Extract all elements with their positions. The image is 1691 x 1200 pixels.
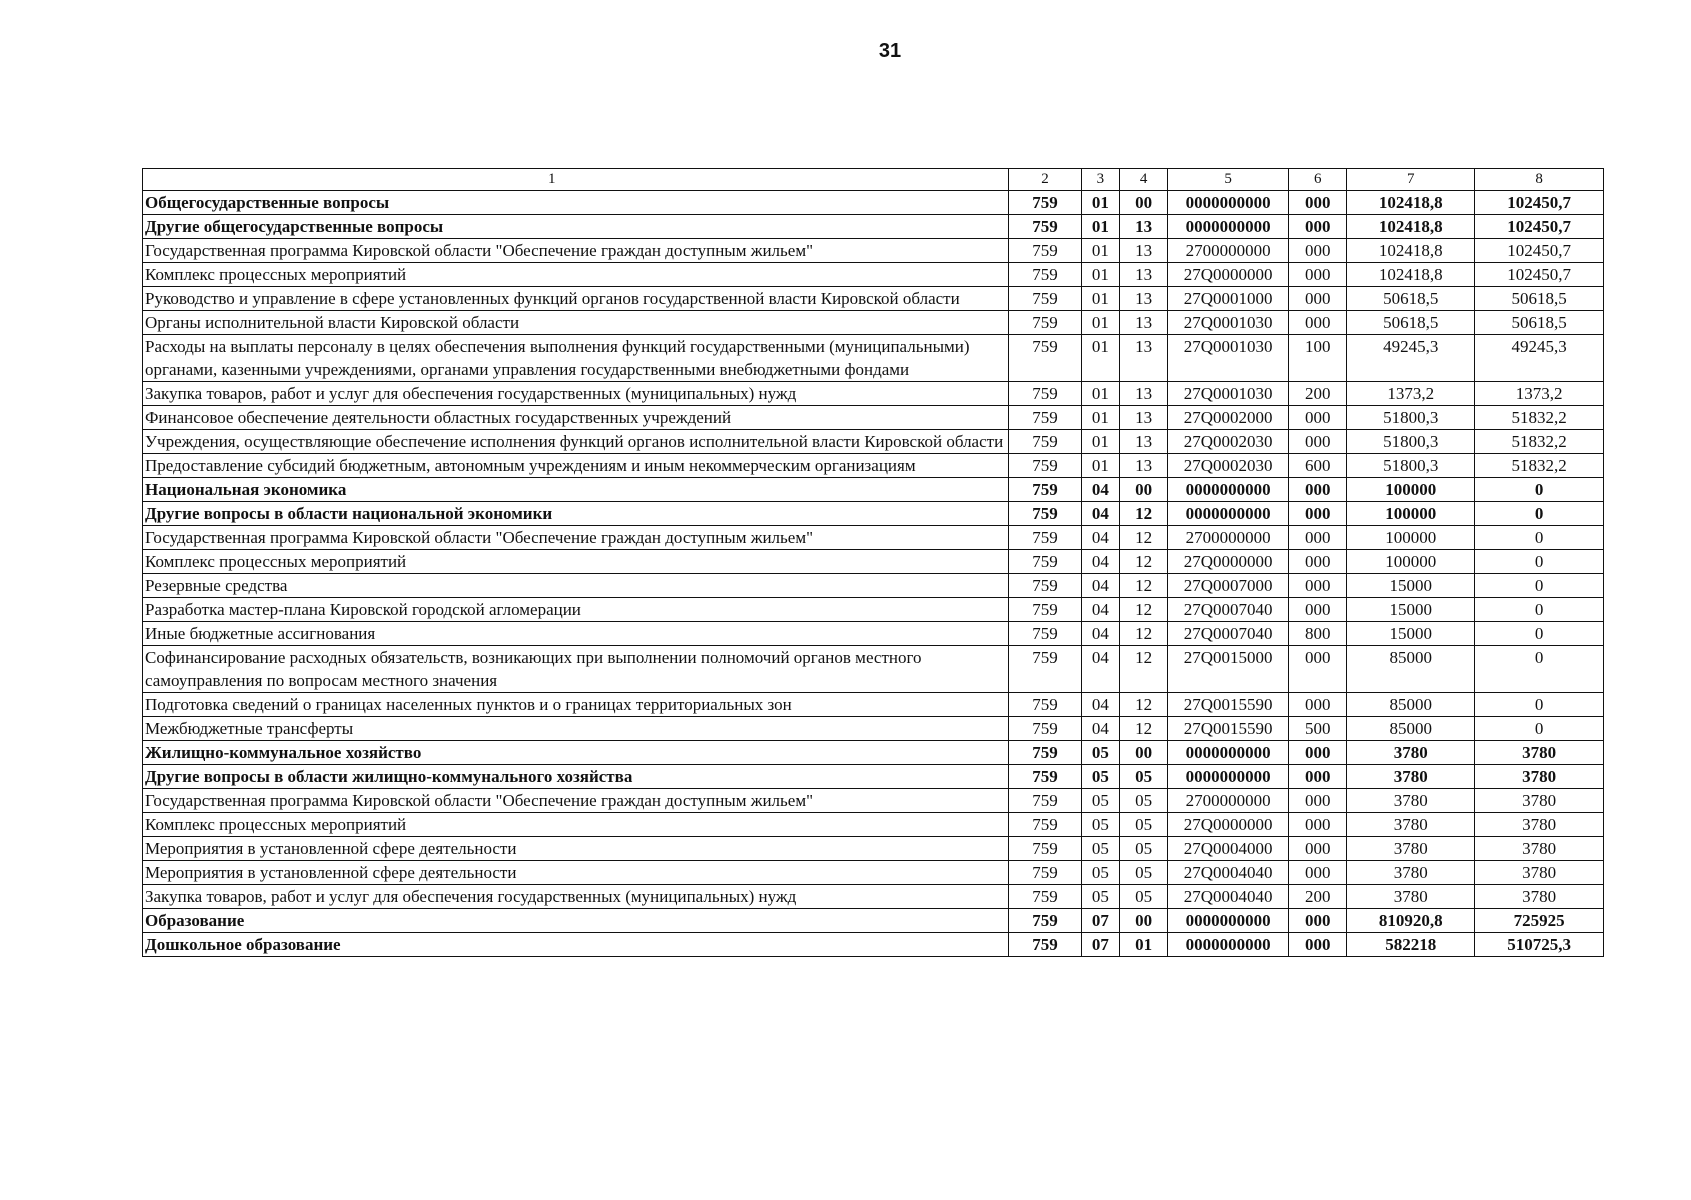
table-row <box>143 717 1604 741</box>
table-row <box>143 741 1604 765</box>
row-name-cell: Иные бюджетные ассигнования <box>143 622 1009 646</box>
row-amount-2026-cell: 102450,7 <box>1475 215 1604 239</box>
row-subsection-cell: 00 <box>1120 741 1168 765</box>
row-code-cell: 759 <box>1009 813 1081 837</box>
row-name-cell: Другие общегосударственные вопросы <box>143 215 1009 239</box>
table-row <box>143 335 1604 382</box>
row-amount-2025-cell: 3780 <box>1347 861 1475 885</box>
row-target-article-cell: 27Q0007040 <box>1168 598 1289 622</box>
row-amount-2025-cell: 100000 <box>1347 502 1475 526</box>
row-section-cell: 01 <box>1081 406 1119 430</box>
row-amount-2026-cell: 0 <box>1475 550 1604 574</box>
row-amount-2025-cell: 100000 <box>1347 550 1475 574</box>
row-target-article-cell: 27Q0001000 <box>1168 287 1289 311</box>
row-code-cell: 759 <box>1009 837 1081 861</box>
row-expense-type-cell: 000 <box>1289 789 1347 813</box>
row-amount-2026-cell: 51832,2 <box>1475 430 1604 454</box>
row-code-cell: 759 <box>1009 311 1081 335</box>
row-amount-2025-cell: 50618,5 <box>1347 287 1475 311</box>
row-subsection-cell: 13 <box>1120 263 1168 287</box>
row-code-cell: 759 <box>1009 717 1081 741</box>
row-amount-2026-cell: 102450,7 <box>1475 263 1604 287</box>
row-section-cell: 01 <box>1081 454 1119 478</box>
row-amount-2025-cell: 102418,8 <box>1347 191 1475 215</box>
row-name-cell: Другие вопросы в области жилищно-коммунального хозяйства <box>143 765 1009 789</box>
table-row <box>143 693 1604 717</box>
row-target-article-cell: 27Q0007000 <box>1168 574 1289 598</box>
row-expense-type-cell: 000 <box>1289 526 1347 550</box>
row-code-cell: 759 <box>1009 335 1081 382</box>
row-section-cell: 04 <box>1081 502 1119 526</box>
row-target-article-cell: 0000000000 <box>1168 909 1289 933</box>
row-name-cell: Мероприятия в установленной сфере деятельности <box>143 861 1009 885</box>
row-section-cell: 01 <box>1081 239 1119 263</box>
row-target-article-cell: 27Q0004040 <box>1168 885 1289 909</box>
row-subsection-cell: 05 <box>1120 861 1168 885</box>
row-expense-type-cell: 800 <box>1289 622 1347 646</box>
row-amount-2026-cell: 3780 <box>1475 861 1604 885</box>
row-code-cell: 759 <box>1009 646 1081 693</box>
row-code-cell: 759 <box>1009 909 1081 933</box>
row-name-cell: Комплекс процессных мероприятий <box>143 550 1009 574</box>
row-expense-type-cell: 000 <box>1289 502 1347 526</box>
table-header-row <box>143 169 1604 191</box>
row-subsection-cell: 05 <box>1120 837 1168 861</box>
row-expense-type-cell: 000 <box>1289 406 1347 430</box>
row-subsection-cell: 13 <box>1120 382 1168 406</box>
row-amount-2026-cell: 725925 <box>1475 909 1604 933</box>
row-code-cell: 759 <box>1009 526 1081 550</box>
row-name-cell: Предоставление субсидий бюджетным, автономным учреждениям и иным некоммерческим организациям <box>143 454 1009 478</box>
row-subsection-cell: 13 <box>1120 311 1168 335</box>
row-code-cell: 759 <box>1009 550 1081 574</box>
row-section-cell: 04 <box>1081 646 1119 693</box>
row-amount-2025-cell: 3780 <box>1347 837 1475 861</box>
row-amount-2026-cell: 510725,3 <box>1475 933 1604 957</box>
row-name-cell: Органы исполнительной власти Кировской области <box>143 311 1009 335</box>
row-amount-2026-cell: 0 <box>1475 574 1604 598</box>
row-amount-2025-cell: 100000 <box>1347 478 1475 502</box>
table-row <box>143 191 1604 215</box>
header-cell: 1 <box>143 169 1009 191</box>
row-section-cell: 04 <box>1081 478 1119 502</box>
row-subsection-cell: 12 <box>1120 574 1168 598</box>
table-row <box>143 311 1604 335</box>
row-code-cell: 759 <box>1009 239 1081 263</box>
row-section-cell: 01 <box>1081 215 1119 239</box>
row-subsection-cell: 00 <box>1120 909 1168 933</box>
row-subsection-cell: 05 <box>1120 813 1168 837</box>
row-name-cell: Резервные средства <box>143 574 1009 598</box>
row-amount-2026-cell: 3780 <box>1475 885 1604 909</box>
table-row <box>143 215 1604 239</box>
row-target-article-cell: 27Q0002030 <box>1168 454 1289 478</box>
row-subsection-cell: 13 <box>1120 335 1168 382</box>
row-name-cell: Комплекс процессных мероприятий <box>143 263 1009 287</box>
row-subsection-cell: 00 <box>1120 191 1168 215</box>
table-row <box>143 430 1604 454</box>
row-expense-type-cell: 100 <box>1289 335 1347 382</box>
row-expense-type-cell: 600 <box>1289 454 1347 478</box>
row-amount-2025-cell: 15000 <box>1347 574 1475 598</box>
row-section-cell: 01 <box>1081 287 1119 311</box>
row-amount-2025-cell: 51800,3 <box>1347 430 1475 454</box>
page-number: 31 <box>878 40 902 62</box>
table-row <box>143 813 1604 837</box>
row-expense-type-cell: 000 <box>1289 646 1347 693</box>
row-amount-2025-cell: 100000 <box>1347 526 1475 550</box>
row-amount-2026-cell: 102450,7 <box>1475 239 1604 263</box>
row-subsection-cell: 05 <box>1120 885 1168 909</box>
table-row <box>143 885 1604 909</box>
header-cell: 2 <box>1009 169 1081 191</box>
table-row <box>143 909 1604 933</box>
row-expense-type-cell: 000 <box>1289 430 1347 454</box>
row-target-article-cell: 27Q0000000 <box>1168 813 1289 837</box>
row-code-cell: 759 <box>1009 861 1081 885</box>
row-name-cell: Финансовое обеспечение деятельности областных государственных учреждений <box>143 406 1009 430</box>
row-amount-2026-cell: 0 <box>1475 693 1604 717</box>
row-name-cell: Подготовка сведений о границах населенных пунктов и о границах территориальных зон <box>143 693 1009 717</box>
row-amount-2026-cell: 51832,2 <box>1475 454 1604 478</box>
table-row <box>143 765 1604 789</box>
row-code-cell: 759 <box>1009 263 1081 287</box>
row-section-cell: 05 <box>1081 885 1119 909</box>
row-section-cell: 07 <box>1081 909 1119 933</box>
row-section-cell: 05 <box>1081 765 1119 789</box>
row-section-cell: 05 <box>1081 861 1119 885</box>
row-amount-2026-cell: 3780 <box>1475 837 1604 861</box>
row-amount-2025-cell: 810920,8 <box>1347 909 1475 933</box>
row-target-article-cell: 27Q0000000 <box>1168 550 1289 574</box>
row-target-article-cell: 0000000000 <box>1168 765 1289 789</box>
row-name-cell: Руководство и управление в сфере установленных функций органов государственной власти Кировской области <box>143 287 1009 311</box>
row-amount-2026-cell: 3780 <box>1475 765 1604 789</box>
row-expense-type-cell: 000 <box>1289 574 1347 598</box>
row-name-cell: Учреждения, осуществляющие обеспечение исполнения функций органов исполнительной власти Кировской области <box>143 430 1009 454</box>
row-section-cell: 04 <box>1081 717 1119 741</box>
row-name-cell: Разработка мастер-плана Кировской городской агломерации <box>143 598 1009 622</box>
row-section-cell: 05 <box>1081 813 1119 837</box>
row-subsection-cell: 12 <box>1120 717 1168 741</box>
row-subsection-cell: 00 <box>1120 478 1168 502</box>
row-section-cell: 01 <box>1081 311 1119 335</box>
row-code-cell: 759 <box>1009 933 1081 957</box>
row-amount-2026-cell: 3780 <box>1475 741 1604 765</box>
row-subsection-cell: 13 <box>1120 215 1168 239</box>
row-code-cell: 759 <box>1009 454 1081 478</box>
row-subsection-cell: 12 <box>1120 622 1168 646</box>
row-section-cell: 01 <box>1081 191 1119 215</box>
table-row <box>143 837 1604 861</box>
row-subsection-cell: 13 <box>1120 239 1168 263</box>
row-section-cell: 07 <box>1081 933 1119 957</box>
row-target-article-cell: 27Q0001030 <box>1168 311 1289 335</box>
row-target-article-cell: 27Q0002000 <box>1168 406 1289 430</box>
row-target-article-cell: 0000000000 <box>1168 215 1289 239</box>
row-target-article-cell: 0000000000 <box>1168 933 1289 957</box>
row-amount-2025-cell: 102418,8 <box>1347 215 1475 239</box>
row-target-article-cell: 27Q0007040 <box>1168 622 1289 646</box>
table-row <box>143 287 1604 311</box>
row-name-cell: Государственная программа Кировской области "Обеспечение граждан доступным жильем" <box>143 239 1009 263</box>
table-row <box>143 382 1604 406</box>
row-expense-type-cell: 000 <box>1289 765 1347 789</box>
header-cell: 3 <box>1081 169 1119 191</box>
row-amount-2025-cell: 3780 <box>1347 813 1475 837</box>
row-expense-type-cell: 000 <box>1289 693 1347 717</box>
row-name-cell: Закупка товаров, работ и услуг для обеспечения государственных (муниципальных) нужд <box>143 885 1009 909</box>
row-code-cell: 759 <box>1009 478 1081 502</box>
row-amount-2025-cell: 582218 <box>1347 933 1475 957</box>
row-section-cell: 01 <box>1081 335 1119 382</box>
row-expense-type-cell: 000 <box>1289 813 1347 837</box>
row-name-cell: Закупка товаров, работ и услуг для обеспечения государственных (муниципальных) нужд <box>143 382 1009 406</box>
row-amount-2025-cell: 102418,8 <box>1347 239 1475 263</box>
row-subsection-cell: 05 <box>1120 765 1168 789</box>
row-amount-2025-cell: 3780 <box>1347 765 1475 789</box>
row-expense-type-cell: 500 <box>1289 717 1347 741</box>
row-target-article-cell: 0000000000 <box>1168 191 1289 215</box>
row-section-cell: 01 <box>1081 430 1119 454</box>
row-target-article-cell: 2700000000 <box>1168 789 1289 813</box>
row-name-cell: Комплекс процессных мероприятий <box>143 813 1009 837</box>
header-cell: 5 <box>1168 169 1289 191</box>
row-amount-2026-cell: 0 <box>1475 717 1604 741</box>
row-amount-2026-cell: 0 <box>1475 646 1604 693</box>
row-amount-2025-cell: 49245,3 <box>1347 335 1475 382</box>
row-target-article-cell: 27Q0001030 <box>1168 335 1289 382</box>
table-row <box>143 646 1604 693</box>
row-amount-2025-cell: 85000 <box>1347 717 1475 741</box>
row-code-cell: 759 <box>1009 215 1081 239</box>
row-target-article-cell: 27Q0000000 <box>1168 263 1289 287</box>
header-cell: 8 <box>1475 169 1604 191</box>
row-amount-2026-cell: 49245,3 <box>1475 335 1604 382</box>
row-code-cell: 759 <box>1009 622 1081 646</box>
row-code-cell: 759 <box>1009 502 1081 526</box>
row-subsection-cell: 05 <box>1120 789 1168 813</box>
row-name-cell: Дошкольное образование <box>143 933 1009 957</box>
row-code-cell: 759 <box>1009 693 1081 717</box>
row-expense-type-cell: 000 <box>1289 239 1347 263</box>
row-expense-type-cell: 000 <box>1289 191 1347 215</box>
table-row <box>143 598 1604 622</box>
row-expense-type-cell: 000 <box>1289 861 1347 885</box>
row-section-cell: 04 <box>1081 574 1119 598</box>
row-expense-type-cell: 000 <box>1289 598 1347 622</box>
row-expense-type-cell: 000 <box>1289 263 1347 287</box>
row-name-cell: Национальная экономика <box>143 478 1009 502</box>
row-amount-2025-cell: 102418,8 <box>1347 263 1475 287</box>
header-cell: 7 <box>1347 169 1475 191</box>
row-expense-type-cell: 000 <box>1289 550 1347 574</box>
row-name-cell: Государственная программа Кировской области "Обеспечение граждан доступным жильем" <box>143 789 1009 813</box>
row-amount-2025-cell: 51800,3 <box>1347 406 1475 430</box>
row-target-article-cell: 0000000000 <box>1168 502 1289 526</box>
row-subsection-cell: 12 <box>1120 502 1168 526</box>
table-row <box>143 502 1604 526</box>
row-name-cell: Софинансирование расходных обязательств, возникающих при выполнении полномочий органов местного самоуправления по вопросам местного значения <box>143 646 1009 693</box>
row-amount-2026-cell: 1373,2 <box>1475 382 1604 406</box>
budget-table <box>142 168 1604 957</box>
row-target-article-cell: 27Q0015000 <box>1168 646 1289 693</box>
row-target-article-cell: 27Q0004040 <box>1168 861 1289 885</box>
row-code-cell: 759 <box>1009 789 1081 813</box>
row-subsection-cell: 13 <box>1120 406 1168 430</box>
row-code-cell: 759 <box>1009 406 1081 430</box>
row-code-cell: 759 <box>1009 382 1081 406</box>
row-code-cell: 759 <box>1009 765 1081 789</box>
table-row <box>143 263 1604 287</box>
row-name-cell: Общегосударственные вопросы <box>143 191 1009 215</box>
row-amount-2025-cell: 3780 <box>1347 741 1475 765</box>
row-amount-2025-cell: 85000 <box>1347 693 1475 717</box>
row-amount-2026-cell: 0 <box>1475 502 1604 526</box>
table-row <box>143 454 1604 478</box>
table-row <box>143 861 1604 885</box>
row-amount-2026-cell: 102450,7 <box>1475 191 1604 215</box>
row-section-cell: 01 <box>1081 382 1119 406</box>
row-subsection-cell: 12 <box>1120 646 1168 693</box>
row-code-cell: 759 <box>1009 741 1081 765</box>
table-row <box>143 406 1604 430</box>
row-target-article-cell: 27Q0015590 <box>1168 693 1289 717</box>
row-expense-type-cell: 000 <box>1289 837 1347 861</box>
row-target-article-cell: 27Q0001030 <box>1168 382 1289 406</box>
row-section-cell: 04 <box>1081 622 1119 646</box>
row-section-cell: 04 <box>1081 550 1119 574</box>
row-subsection-cell: 12 <box>1120 693 1168 717</box>
row-subsection-cell: 13 <box>1120 430 1168 454</box>
row-code-cell: 759 <box>1009 598 1081 622</box>
row-amount-2026-cell: 50618,5 <box>1475 311 1604 335</box>
row-amount-2025-cell: 85000 <box>1347 646 1475 693</box>
row-subsection-cell: 12 <box>1120 550 1168 574</box>
row-expense-type-cell: 000 <box>1289 909 1347 933</box>
row-expense-type-cell: 000 <box>1289 933 1347 957</box>
row-section-cell: 04 <box>1081 598 1119 622</box>
row-subsection-cell: 13 <box>1120 287 1168 311</box>
row-amount-2025-cell: 3780 <box>1347 885 1475 909</box>
row-section-cell: 05 <box>1081 741 1119 765</box>
row-target-article-cell: 2700000000 <box>1168 239 1289 263</box>
row-subsection-cell: 13 <box>1120 454 1168 478</box>
row-target-article-cell: 2700000000 <box>1168 526 1289 550</box>
row-amount-2026-cell: 3780 <box>1475 813 1604 837</box>
table-row <box>143 526 1604 550</box>
table-row <box>143 239 1604 263</box>
row-target-article-cell: 27Q0002030 <box>1168 430 1289 454</box>
row-expense-type-cell: 000 <box>1289 478 1347 502</box>
row-amount-2026-cell: 0 <box>1475 622 1604 646</box>
row-name-cell: Государственная программа Кировской области "Обеспечение граждан доступным жильем" <box>143 526 1009 550</box>
row-code-cell: 759 <box>1009 574 1081 598</box>
row-target-article-cell: 27Q0004000 <box>1168 837 1289 861</box>
row-expense-type-cell: 000 <box>1289 215 1347 239</box>
row-subsection-cell: 12 <box>1120 598 1168 622</box>
row-expense-type-cell: 200 <box>1289 382 1347 406</box>
row-subsection-cell: 12 <box>1120 526 1168 550</box>
row-amount-2025-cell: 15000 <box>1347 598 1475 622</box>
row-expense-type-cell: 000 <box>1289 741 1347 765</box>
row-amount-2026-cell: 3780 <box>1475 789 1604 813</box>
row-amount-2026-cell: 0 <box>1475 526 1604 550</box>
row-section-cell: 05 <box>1081 789 1119 813</box>
row-section-cell: 04 <box>1081 526 1119 550</box>
row-amount-2026-cell: 51832,2 <box>1475 406 1604 430</box>
table-row <box>143 789 1604 813</box>
row-target-article-cell: 27Q0015590 <box>1168 717 1289 741</box>
row-section-cell: 05 <box>1081 837 1119 861</box>
table-row <box>143 933 1604 957</box>
row-name-cell: Расходы на выплаты персоналу в целях обеспечения выполнения функций государственными (муниципальными) органами, казенными учреждениями, органами управления государственными внебюджетными фондами <box>143 335 1009 382</box>
table-row <box>143 550 1604 574</box>
table-row <box>143 574 1604 598</box>
row-amount-2025-cell: 50618,5 <box>1347 311 1475 335</box>
row-amount-2026-cell: 0 <box>1475 598 1604 622</box>
row-name-cell: Образование <box>143 909 1009 933</box>
table-row <box>143 478 1604 502</box>
row-code-cell: 759 <box>1009 885 1081 909</box>
row-amount-2025-cell: 15000 <box>1347 622 1475 646</box>
row-amount-2025-cell: 51800,3 <box>1347 454 1475 478</box>
row-subsection-cell: 01 <box>1120 933 1168 957</box>
table-row <box>143 622 1604 646</box>
row-code-cell: 759 <box>1009 430 1081 454</box>
row-section-cell: 04 <box>1081 693 1119 717</box>
row-name-cell: Мероприятия в установленной сфере деятельности <box>143 837 1009 861</box>
row-name-cell: Другие вопросы в области национальной экономики <box>143 502 1009 526</box>
row-section-cell: 01 <box>1081 263 1119 287</box>
row-name-cell: Жилищно-коммунальное хозяйство <box>143 741 1009 765</box>
row-amount-2025-cell: 3780 <box>1347 789 1475 813</box>
row-target-article-cell: 0000000000 <box>1168 741 1289 765</box>
row-code-cell: 759 <box>1009 191 1081 215</box>
row-amount-2026-cell: 0 <box>1475 478 1604 502</box>
row-expense-type-cell: 000 <box>1289 311 1347 335</box>
header-cell: 6 <box>1289 169 1347 191</box>
row-amount-2025-cell: 1373,2 <box>1347 382 1475 406</box>
header-cell: 4 <box>1120 169 1168 191</box>
row-target-article-cell: 0000000000 <box>1168 478 1289 502</box>
row-expense-type-cell: 000 <box>1289 287 1347 311</box>
row-expense-type-cell: 200 <box>1289 885 1347 909</box>
row-amount-2026-cell: 50618,5 <box>1475 287 1604 311</box>
row-name-cell: Межбюджетные трансферты <box>143 717 1009 741</box>
row-code-cell: 759 <box>1009 287 1081 311</box>
